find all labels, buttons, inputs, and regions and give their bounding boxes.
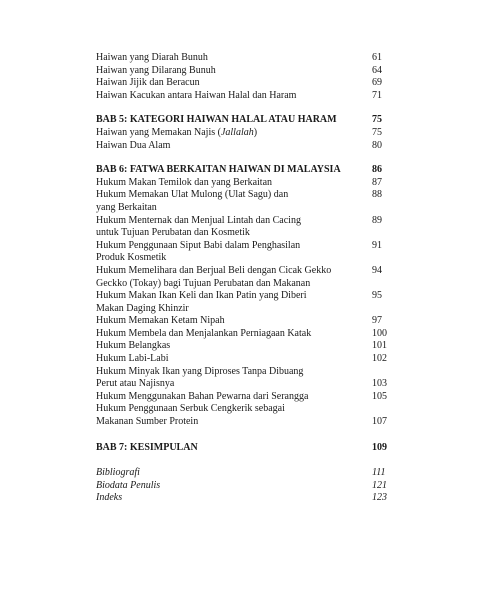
toc-entry-page: 100 — [372, 327, 387, 339]
chapter-heading — [96, 114, 402, 127]
toc-entry-page: 69 — [372, 77, 382, 89]
toc-entry-title: Haiwan yang Diarah Bunuh — [96, 52, 208, 63]
chapter-heading — [96, 164, 402, 177]
toc-entry-page: 61 — [372, 52, 382, 63]
title-line-1: Hukum Minyak Ikan yang Diproses Tanpa Dibuang — [96, 365, 304, 377]
toc-entry-title: Haiwan yang Dilarang Bunuh — [96, 64, 216, 76]
toc-entry-page: 64 — [372, 64, 382, 76]
toc-entry-title — [96, 366, 402, 391]
toc-entry-page: 91 — [372, 239, 382, 251]
backmatter-title: Bibliografi — [96, 467, 140, 479]
title-line-1: Hukum Memelihara dan Berjual Beli dengan Cicak Gekko — [96, 264, 332, 276]
toc-entry-title: Hukum Makan Temilok dan yang Berkaitan — [96, 176, 273, 188]
chapter-page: 86 — [372, 164, 382, 176]
toc-entry — [96, 403, 402, 428]
toc-entry-page: 95 — [372, 290, 382, 302]
title-emphasis: Jallalah — [220, 126, 254, 138]
chapter-title: BAB 6: FATWA BERKAITAN HAIWAN DI MALAYSIA — [96, 164, 341, 176]
toc-entry — [96, 215, 402, 240]
toc-entry-page: 94 — [372, 264, 382, 276]
backmatter-page: 111 — [372, 467, 386, 479]
backmatter-entry — [96, 480, 402, 493]
section-spacer — [96, 152, 402, 164]
toc-entry-page: 88 — [372, 189, 382, 201]
toc-entry-title: Haiwan Kacukan antara Haiwan Halal dan Haram — [96, 89, 297, 101]
chapter-page: 75 — [372, 114, 382, 126]
toc-entry-title — [96, 189, 402, 214]
title-prefix: Haiwan yang Memakan Najis ( — [96, 126, 221, 138]
toc-entry-page: 71 — [372, 89, 382, 101]
chapter-heading — [96, 442, 402, 455]
toc-entry-title — [96, 265, 402, 290]
section-spacer — [96, 429, 402, 442]
backmatter-entry — [96, 492, 402, 505]
toc-entry-title: Hukum Labi-Labi — [96, 353, 169, 365]
toc-entry-title — [96, 240, 402, 265]
chapter-page: 109 — [372, 441, 387, 453]
toc-entry-title: Hukum Menggunakan Bahan Pewarna dari Serangga — [96, 390, 309, 402]
toc-entry-page: 101 — [372, 340, 387, 352]
title-line-2: Makanan Sumber Protein — [96, 416, 199, 428]
table-of-contents — [96, 52, 402, 505]
toc-entry-page: 97 — [372, 315, 382, 327]
toc-entry — [96, 77, 402, 90]
title-line-2: Perut atau Najisnya — [96, 378, 175, 390]
toc-entry-page: 75 — [372, 126, 382, 138]
backmatter-title: Indeks — [96, 492, 123, 504]
toc-entry-page: 105 — [372, 390, 387, 402]
title-line-1: Hukum Penggunaan Serbuk Cengkerik sebagai — [96, 403, 285, 415]
title-line-2: yang Berkaitan — [96, 201, 157, 213]
title-line-1: Hukum Penggunaan Siput Babi dalam Penghasilan — [96, 239, 301, 251]
chapter-title: BAB 5: KATEGORI HAIWAN HALAL ATAU HARAM — [96, 114, 337, 126]
toc-entry — [96, 65, 402, 78]
toc-entry — [96, 391, 402, 404]
toc-entry — [96, 140, 402, 153]
toc-entry — [96, 189, 402, 214]
toc-entry — [96, 127, 402, 140]
toc-entry — [96, 265, 402, 290]
title-line-2: Produk Kosmetik — [96, 252, 167, 264]
title-suffix: ) — [253, 126, 258, 138]
toc-entry — [96, 240, 402, 265]
toc-entry-title: Hukum Memakan Ketam Nipah — [96, 315, 225, 327]
toc-entry-title: Hukum Membela dan Menjalankan Perniagaan Katak — [96, 327, 312, 339]
toc-entry-title — [96, 215, 402, 240]
toc-entry — [96, 177, 402, 190]
toc-entry-page: 103 — [372, 378, 387, 390]
toc-entry — [96, 315, 402, 328]
toc-entry-title — [96, 403, 402, 428]
section-spacer — [96, 102, 402, 114]
toc-entry-page: 80 — [372, 139, 382, 151]
backmatter-title: Biodata Penulis — [96, 479, 161, 491]
title-line-1: Hukum Memakan Ulat Mulong (Ulat Sagu) dan — [96, 189, 289, 201]
toc-entry — [96, 340, 402, 353]
backmatter-page: 123 — [372, 492, 387, 504]
title-line-2: Geckko (Tokay) bagi Tujuan Perubatan dan Makanan — [96, 277, 311, 289]
toc-entry — [96, 290, 402, 315]
toc-entry-title: Hukum Belangkas — [96, 340, 171, 352]
toc-entry-page: 89 — [372, 214, 382, 226]
toc-entry — [96, 353, 402, 366]
toc-entry — [96, 52, 402, 65]
toc-entry — [96, 90, 402, 103]
toc-entry-title: Haiwan Dua Alam — [96, 139, 171, 151]
title-line-2: Makan Daging Khinzir — [96, 302, 189, 314]
toc-entry-page: 102 — [372, 353, 387, 365]
section-spacer — [96, 454, 402, 467]
toc-entry-title — [96, 290, 402, 315]
toc-entry — [96, 328, 402, 341]
title-line-1: Hukum Makan Ikan Keli dan Ikan Patin yang Diberi — [96, 290, 307, 302]
backmatter-entry — [96, 467, 402, 480]
toc-entry-page: 87 — [372, 176, 382, 188]
toc-entry — [96, 366, 402, 391]
chapter-title: BAB 7: KESIMPULAN — [96, 441, 198, 453]
title-line-1: Hukum Menternak dan Menjual Lintah dan Cacing — [96, 214, 301, 226]
toc-entry-title: Haiwan Jijik dan Beracun — [96, 77, 200, 89]
title-line-2: untuk Tujuan Perubatan dan Kosmetik — [96, 227, 250, 239]
toc-entry-title — [96, 127, 402, 140]
backmatter-page: 121 — [372, 479, 387, 491]
toc-entry-page: 107 — [372, 416, 387, 428]
